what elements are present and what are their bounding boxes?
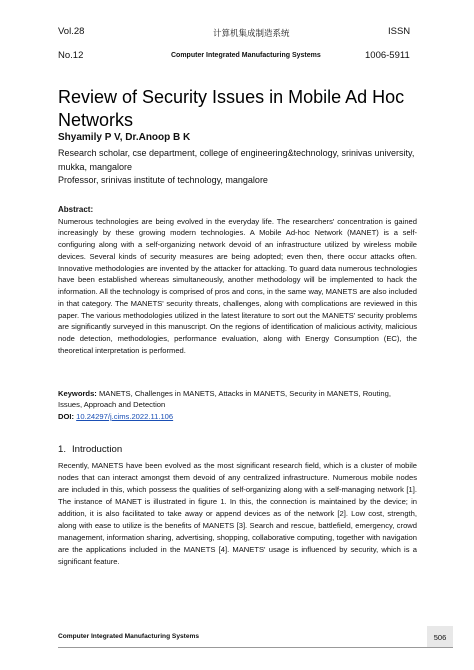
section-title: Introduction — [72, 444, 123, 455]
doi-label: DOI: — [58, 412, 75, 421]
keywords-label: Keywords: — [58, 388, 97, 398]
abstract-text: Numerous technologies are being evolved in the everyday life. The researchers' concentration is gained increasingly by these growing modern technologies. A Mobile Ad-hoc Network (MANET) is a self-configuring along with a self-organizing network devoid of an infrastructure utilized by wireless mobile devices. Several kinds of security measures are being adopted; even then, there occur attacks often. Innovative methodologies are invented by the attacker for attacking. To guard data numerous technologies have been established whereas simultaneously, another methodology will be implemented to hack the information. All the technology is comprised of pros and cons, in the same way, MANETS are also included in that category. The MANETS' security threats, challenges, along with complications are reviewed in this paper. The various methodologies utilized in the latest literature to sort out the MANETS' security problems are significantly surveyed in this manuscript. On the regions of identification of malicious activity, malicious node detection, methodologies, performance evaluation, along with Energy Consumption (EC), the theoretical interpretation is performed. — [58, 216, 417, 355]
issue-number: No.12 — [58, 50, 84, 61]
issn-value: 1006-5911 — [365, 50, 410, 61]
section-heading-introduction — [58, 444, 128, 455]
article-authors: Shyamily P V, Dr.Anoop B K — [58, 132, 191, 143]
keywords-text: MANETS, Challenges in MANETS, Attacks in MANETS, Security in MANETS, Routing, Issues, Approach and Detection — [58, 388, 391, 410]
footer-rule — [58, 647, 453, 648]
article-title: Review of Security Issues in Mobile Ad Hoc Networks — [58, 87, 405, 130]
affiliations — [58, 147, 418, 188]
keywords — [58, 388, 417, 412]
affiliation-2: Professor, srinivas institute of technology, mangalore — [58, 175, 268, 185]
introduction-text: Recently, MANETS have been evolved as the most significant research field, which is a cluster of mobile nodes that can interact amongst them devoid of any centralized infrastructure. Numerous mobile nodes are included in this, which possess the qualities of self-organizing along with a self-managing network [1]. The instance of MANET is illustrated in figure 1. In this, the connection is maintained by the device; in addition, it is also facilitated to take away or append devices as of the network [2]. Low cost, strength, along with ease to utilize is the benefits of MANETS [3]. Search and rescue, battlefield, emergency, crowd management, information sharing, advertising, shopping, collaborative computing, together with navigation are the applications included in the MANETS [4]. MANETS' usage is influenced by security, which is a significant feature. — [58, 460, 417, 567]
doi-link[interactable]: 10.24297/j.cims.2022.11.106 — [76, 412, 174, 421]
journal-english-title: Computer Integrated Manufacturing Systems — [171, 52, 321, 59]
issn-label: ISSN — [388, 26, 411, 37]
affiliation-1: Research scholar, cse department, college of engineering&technology, srinivas university, mukka, mangalore — [58, 148, 415, 172]
footer-journal-name: Computer Integrated Manufacturing Systems — [58, 633, 200, 640]
journal-chinese-title: 计算机集成制造系统 — [213, 28, 290, 38]
abstract-heading: Abstract: — [58, 205, 94, 214]
page-number: 506 — [427, 626, 453, 648]
volume-label: Vol.28 — [58, 26, 85, 37]
section-number: 1. — [58, 444, 67, 455]
doi — [58, 411, 173, 423]
